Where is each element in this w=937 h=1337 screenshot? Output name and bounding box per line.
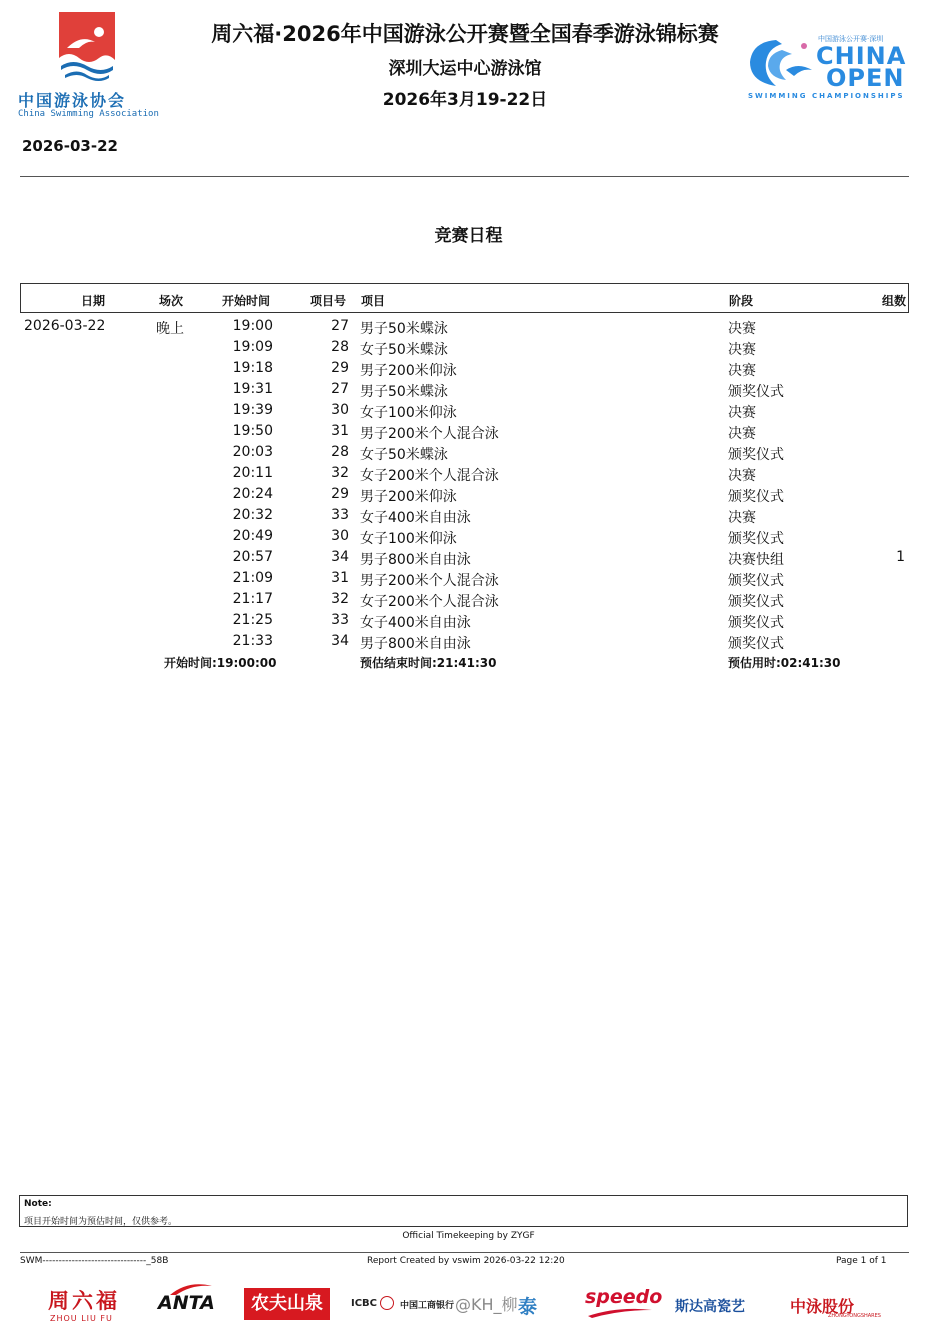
table-row <box>20 505 909 526</box>
cell-start-time: 21:25 <box>232 612 273 628</box>
cell-start-time: 21:17 <box>232 591 273 607</box>
summary-start-time: 开始时间:19:00:00 <box>164 656 277 670</box>
col-header-event-no: 项目号 <box>310 294 347 308</box>
schedule-table <box>20 283 909 672</box>
summary-end-time: 预估结束时间:21:41:30 <box>360 656 497 670</box>
china-open-word2: OPEN <box>826 64 905 92</box>
table-row <box>20 442 909 463</box>
cell-event-no: 32 <box>331 465 349 481</box>
table-row <box>20 610 909 631</box>
col-header-phase: 阶段 <box>729 294 754 308</box>
cell-start-time: 20:57 <box>232 549 273 565</box>
cell-phase: 决赛 <box>728 510 756 526</box>
summary-duration: 预估用时:02:41:30 <box>728 656 841 670</box>
cell-event: 女子100米仰泳 <box>360 405 457 421</box>
cell-event-no: 28 <box>331 339 349 355</box>
cell-event-no: 29 <box>331 486 349 502</box>
cell-event-no: 31 <box>331 423 349 439</box>
report-code: SWM--------------------------------_58B <box>20 1256 169 1266</box>
china-open-subtitle: SWIMMING CHAMPIONSHIPS <box>748 92 905 100</box>
cell-start-time: 19:39 <box>232 402 273 418</box>
timekeeping-credit: Official Timekeeping by ZYGF <box>402 1231 535 1241</box>
col-header-session: 场次 <box>159 294 184 308</box>
cell-start-time: 20:49 <box>232 528 273 544</box>
table-header <box>20 283 909 313</box>
table-row <box>20 316 909 337</box>
cell-event-no: 31 <box>331 570 349 586</box>
cell-phase: 颁奖仪式 <box>728 615 784 631</box>
cell-event: 女子400米自由泳 <box>360 510 471 526</box>
table-row <box>20 463 909 484</box>
sponsor-anta: ANTA <box>158 1292 215 1314</box>
cell-event: 男子200米个人混合泳 <box>360 426 499 442</box>
sponsor-nongfu: 农夫山泉 <box>244 1288 330 1320</box>
sponsor-zhou-liu-fu: 周六福 <box>48 1288 120 1313</box>
cell-phase: 颁奖仪式 <box>728 594 784 610</box>
table-row <box>20 337 909 358</box>
watermark: @KH_柳 <box>455 1295 518 1314</box>
cell-phase: 颁奖仪式 <box>728 384 784 400</box>
cell-start-time: 19:31 <box>232 381 273 397</box>
cell-event: 男子50米蝶泳 <box>360 384 448 400</box>
report-created: Report Created by vswim 2026-03-22 12:20 <box>367 1256 565 1266</box>
table-row <box>20 400 909 421</box>
page-number: Page 1 of 1 <box>836 1256 887 1266</box>
table-row <box>20 379 909 400</box>
table-summary <box>20 652 909 672</box>
section-title: 竞赛日程 <box>434 226 503 246</box>
cell-start-time: 20:24 <box>232 486 273 502</box>
table-row <box>20 568 909 589</box>
cell-start-time: 20:32 <box>232 507 273 523</box>
note-label: Note: <box>24 1199 52 1209</box>
cell-event: 女子100米仰泳 <box>360 531 457 547</box>
note-text: 项目开始时间为预估时间，仅供参考。 <box>24 1217 178 1227</box>
cell-session: 晚上 <box>156 321 184 337</box>
sponsor-icbc-cn: 中国工商银行 <box>400 1301 455 1311</box>
sponsor-zhongyong: 中泳股份 <box>790 1297 855 1316</box>
cell-start-time: 20:11 <box>232 465 273 481</box>
sponsor-speedo: speedo <box>585 1286 663 1308</box>
cell-event: 男子200米仰泳 <box>360 363 457 379</box>
cell-start-time: 19:18 <box>232 360 273 376</box>
swimmer-logo-icon <box>59 12 115 82</box>
cell-start-time: 21:09 <box>232 570 273 586</box>
cell-event: 女子50米蝶泳 <box>360 342 448 358</box>
table-body <box>20 313 909 652</box>
sponsor-zhongyong-en: ZHONGYONGSHARES <box>828 1313 881 1319</box>
table-row <box>20 547 909 568</box>
cswa-logo <box>14 12 164 124</box>
cell-phase: 决赛 <box>728 342 756 358</box>
cell-event-no: 33 <box>331 612 349 628</box>
cell-event-no: 34 <box>331 549 349 565</box>
cell-event: 女子50米蝶泳 <box>360 447 448 463</box>
col-header-event: 项目 <box>361 294 386 308</box>
cell-start-time: 19:00 <box>232 318 273 334</box>
cell-event-no: 33 <box>331 507 349 523</box>
china-open-logo <box>744 30 916 104</box>
cell-event: 男子50米蝶泳 <box>360 321 448 337</box>
cell-start-time: 19:50 <box>232 423 273 439</box>
cell-phase: 决赛 <box>728 363 756 379</box>
cell-date: 2026-03-22 <box>24 318 106 334</box>
cell-event: 女子400米自由泳 <box>360 615 471 631</box>
sponsor-lt: 泰 <box>518 1296 540 1318</box>
cell-phase: 决赛 <box>728 321 756 337</box>
table-row <box>20 631 909 652</box>
cell-start-time: 19:09 <box>232 339 273 355</box>
cell-phase: 决赛 <box>728 468 756 484</box>
cell-event-no: 32 <box>331 591 349 607</box>
note-box <box>19 1195 908 1227</box>
col-header-start-time: 开始时间 <box>222 294 271 308</box>
cell-event: 男子200米个人混合泳 <box>360 573 499 589</box>
china-open-top-text: 中国游泳公开赛·深圳 <box>818 35 884 43</box>
cell-event: 男子200米仰泳 <box>360 489 457 505</box>
cell-phase: 颁奖仪式 <box>728 636 784 652</box>
header-divider <box>20 176 909 177</box>
cell-heats: 1 <box>896 549 905 565</box>
venue: 深圳大运中心游泳馆 <box>388 59 542 79</box>
wave-logo-icon <box>746 36 818 88</box>
speedo-swoosh-icon <box>588 1308 652 1318</box>
cell-event-no: 30 <box>331 528 349 544</box>
cell-event-no: 27 <box>331 381 349 397</box>
sponsor-zhou-liu-fu-en: ZHOU LIU FU <box>50 1314 113 1323</box>
cell-event: 男子800米自由泳 <box>360 636 471 652</box>
cswa-logo-en: China Swimming Association <box>18 109 159 119</box>
table-row <box>20 526 909 547</box>
cell-phase: 决赛 <box>728 426 756 442</box>
sponsor-icbc: ICBC <box>351 1298 378 1309</box>
cell-event-no: 28 <box>331 444 349 460</box>
icbc-logo-icon <box>380 1296 394 1310</box>
china-open-word1: CHINA <box>816 42 907 70</box>
col-header-date: 日期 <box>81 294 106 308</box>
table-row <box>20 484 909 505</box>
cell-phase: 决赛 <box>728 405 756 421</box>
cell-event: 女子200米个人混合泳 <box>360 594 499 610</box>
report-date: 2026-03-22 <box>22 137 118 155</box>
table-row <box>20 358 909 379</box>
page-title: 周六福·2026年中国游泳公开赛暨全国春季游泳锦标赛 <box>211 22 719 46</box>
cell-event: 男子800米自由泳 <box>360 552 471 568</box>
cell-phase: 颁奖仪式 <box>728 447 784 463</box>
cell-phase: 颁奖仪式 <box>728 489 784 505</box>
col-header-heats: 组数 <box>882 294 907 308</box>
cell-event-no: 29 <box>331 360 349 376</box>
cell-event-no: 34 <box>331 633 349 649</box>
cell-event: 女子200米个人混合泳 <box>360 468 499 484</box>
sponsor-sida: 斯达高瓷艺 <box>675 1299 745 1315</box>
cell-phase: 颁奖仪式 <box>728 573 784 589</box>
footer-divider <box>20 1252 909 1253</box>
cswa-logo-cn: 中国游泳协会 <box>18 91 127 110</box>
cell-start-time: 21:33 <box>232 633 273 649</box>
sponsor-bar <box>0 1278 937 1334</box>
event-dates: 2026年3月19-22日 <box>382 90 548 110</box>
table-row <box>20 421 909 442</box>
table-row <box>20 589 909 610</box>
cell-start-time: 20:03 <box>232 444 273 460</box>
cell-event-no: 30 <box>331 402 349 418</box>
cell-phase: 颁奖仪式 <box>728 531 784 547</box>
cell-phase: 决赛快组 <box>728 552 784 568</box>
cell-event-no: 27 <box>331 318 349 334</box>
